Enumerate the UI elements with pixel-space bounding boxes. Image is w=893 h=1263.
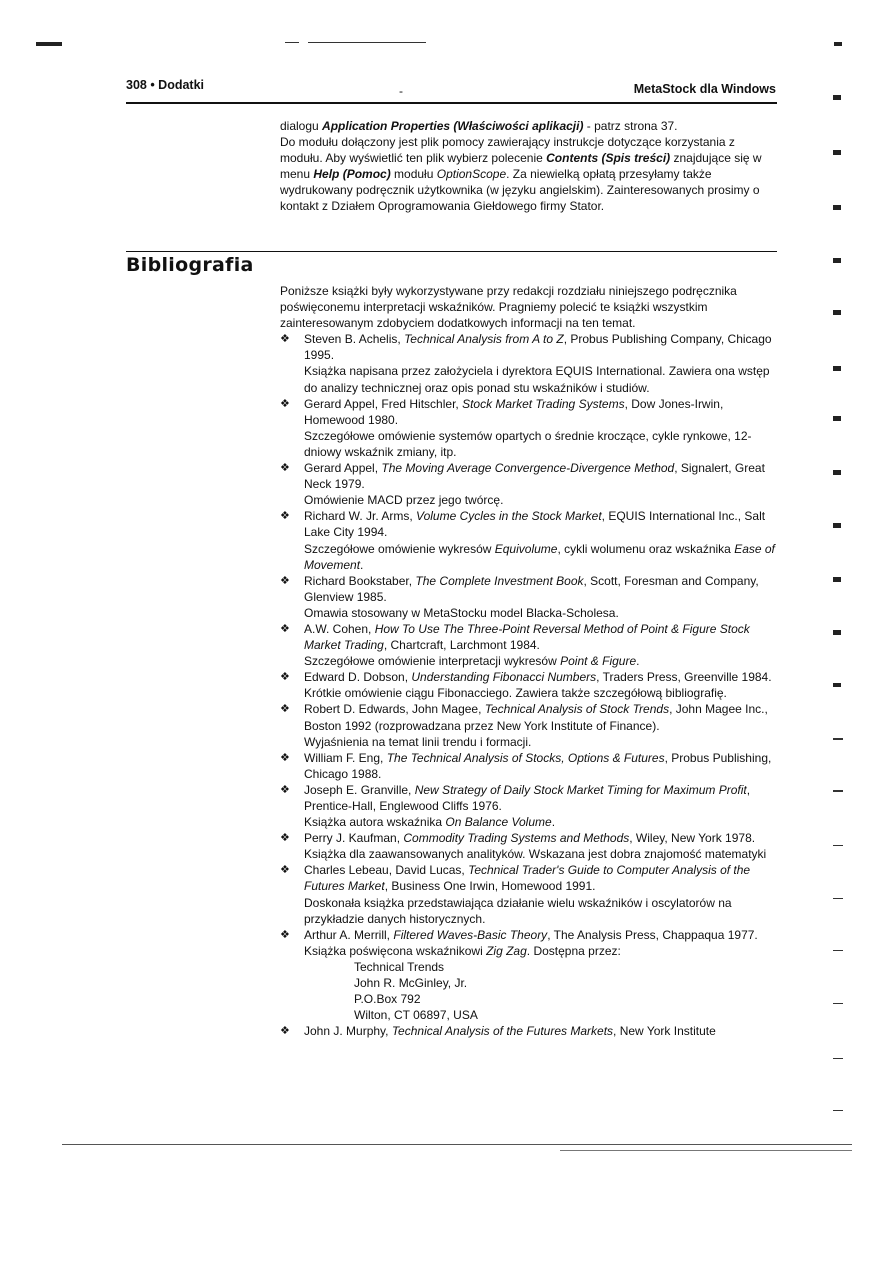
scan-artifact <box>833 738 843 740</box>
scan-artifact <box>833 416 841 421</box>
scan-artifact <box>833 95 841 100</box>
bullet-icon: ❖ <box>280 333 290 346</box>
bibliography <box>280 283 780 1039</box>
intro-paragraph: dialogu Application Properties (Właściwości aplikacji) - patrz strona 37. Do modułu dołączony jest plik pomocy zawierający instrukcje dotyczące korzystania z modułu. Aby wyświetlić ten plik wybierz polecenie Contents (Spis treści) znajdujące się w menu Help (Pomoc) modułu OptionScope. Za niewielką opłatą przesyłamy także wydrukowany podręcznik użytkownika (w języku angielskim). Zainteresowanych prosimy o kontakt z Działem Oprogramowania Giełdowego firmy Stator. <box>280 119 762 214</box>
scan-artifact <box>833 845 843 846</box>
address-line: Wilton, CT 06897, USA <box>354 1008 478 1023</box>
bibliography-intro: Poniższe książki były wykorzystywane przy redakcji rozdziału niniejszego podręcznika poświęconemu interpretacji wskaźników. Pragniemy polecić te książki wszystkim zainteresowanym zdobyciem dodatkowych informacji na ten temat. <box>280 284 737 331</box>
address-line: Technical Trends <box>354 959 445 974</box>
emph-text: Contents (Spis treści) <box>546 151 671 166</box>
page-header-left: 308 • Dodatki <box>126 78 205 92</box>
scan-artifact <box>833 950 843 951</box>
bullet-icon: ❖ <box>280 783 290 796</box>
bullet-icon: ❖ <box>280 510 290 523</box>
bullet-icon: ❖ <box>280 671 290 684</box>
scan-artifact <box>833 577 841 582</box>
list-item: ❖ Steven B. Achelis, Technical Analysis from A to Z, Probus Publishing Company, Chicago 1995. Książka napisana przez założyciela i dyrektora EQUIS International. Zawiera ona wstęp do analizy technicznej oraz opis ponad stu wskaźników i studiów. <box>280 332 772 395</box>
emph-text: Help (Pomoc) <box>313 167 391 182</box>
scan-artifact <box>833 366 841 371</box>
scan-artifact <box>833 898 843 899</box>
scan-artifact <box>833 1058 843 1059</box>
list-item: ❖ John J. Murphy, Technical Analysis of the Futures Markets, New York Institute <box>280 1024 716 1039</box>
list-item: ❖ Arthur A. Merrill, Filtered Waves-Basic Theory, The Analysis Press, Chappaqua 1977. Książka poświęcona wskaźnikowi Zig Zag. Dostępna przez: Technical Trends John R. McGinley, Jr. P.O.Box 792 Wilton, CT 06897, USA <box>280 927 780 1024</box>
address-line: John R. McGinley, Jr. <box>354 976 468 991</box>
address-block <box>304 959 780 1023</box>
scan-artifact <box>833 258 841 263</box>
list-item: ❖ William F. Eng, The Technical Analysis of Stocks, Options & Futures, Probus Publishing, Chicago 1988. <box>280 750 772 781</box>
scan-artifact <box>833 523 841 528</box>
scan-artifact <box>833 1110 843 1111</box>
list-item: ❖ Charles Lebeau, David Lucas, Technical Trader's Guide to Computer Analysis of the Futures Market, Business One Irwin, Homewood 1991. Doskonała książka przedstawiająca działanie wielu wskaźników i oscylatorów na przykładzie danych historycznych. <box>280 863 751 926</box>
scan-artifact: - <box>399 84 403 98</box>
section-title: Bibliografia <box>126 254 254 276</box>
scan-artifact <box>833 470 841 475</box>
scan-artifact <box>833 150 841 155</box>
list-item: ❖ Gerard Appel, The Moving Average Convergence-Divergence Method, Signalert, Great Neck 1979. Omówienie MACD przez jego twórcę. <box>280 461 765 508</box>
bibliography-list <box>280 331 780 1039</box>
bullet-icon: ❖ <box>280 1025 290 1038</box>
scan-artifact <box>833 630 841 635</box>
bullet-icon: ❖ <box>280 751 290 764</box>
footer-rule <box>62 1144 852 1145</box>
list-item: ❖ Richard W. Jr. Arms, Volume Cycles in the Stock Market, EQUIS International Inc., Salt Lake City 1994. Szczegółowe omówienie wykresów Equivolume, cykli wolumenu oraz wskaźnika Ease of Movement. <box>280 509 775 572</box>
bullet-icon: ❖ <box>280 832 290 845</box>
bullet-icon: ❖ <box>280 928 290 941</box>
address-line: P.O.Box 792 <box>354 992 421 1007</box>
bullet-icon: ❖ <box>280 462 290 475</box>
scan-artifact <box>833 683 841 687</box>
emph-text: Application Properties (Właściwości aplikacji) <box>322 119 584 133</box>
list-item: ❖ A.W. Cohen, How To Use The Three-Point Reversal Method of Point & Figure Stock Market Trading, Chartcraft, Larchmont 1984. Szczegółowe omówienie interpretacji wykresów Point & Figure. <box>280 621 750 669</box>
footer-rule <box>560 1150 852 1151</box>
list-item: ❖ Edward D. Dobson, Understanding Fibonacci Numbers, Traders Press, Greenville 1984. Krótkie omówienie ciągu Fibonacciego. Zawiera także szczegółową bibliografię. <box>280 670 772 701</box>
page-header-right: MetaStock dla Windows <box>633 82 776 96</box>
scan-artifact <box>833 205 841 210</box>
bullet-icon: ❖ <box>280 864 290 877</box>
list-item: ❖ Robert D. Edwards, John Magee, Technical Analysis of Stock Trends, John Magee Inc., Boston 1992 (rozprowadzana przez New York Institute of Finance). Wyjaśnienia na temat linii trendu i formacji. <box>280 702 768 749</box>
header-rule <box>126 102 777 104</box>
scan-artifact <box>285 42 299 43</box>
list-item: ❖ Richard Bookstaber, The Complete Investment Book, Scott, Foresman and Company, Glenview 1985. Omawia stosowany w MetaStocku model Blacka-Scholesa. <box>280 573 759 620</box>
bullet-icon: ❖ <box>280 703 290 716</box>
scan-artifact <box>833 1003 843 1004</box>
bullet-icon: ❖ <box>280 397 290 410</box>
scan-artifact <box>834 42 842 46</box>
scan-artifact <box>308 42 426 43</box>
section-rule <box>126 251 777 252</box>
emph-text: OptionScope <box>436 167 507 182</box>
scan-artifact <box>36 42 62 46</box>
scan-artifact <box>833 310 841 315</box>
scan-artifact <box>833 790 843 792</box>
list-item: ❖ Joseph E. Granville, New Strategy of Daily Stock Market Timing for Maximum Profit, Prentice-Hall, Englewood Cliffs 1976. Książka autora wskaźnika On Balance Volume. <box>280 782 751 830</box>
list-item: ❖ Perry J. Kaufman, Commodity Trading Systems and Methods, Wiley, New York 1978. Książka dla zaawansowanych analityków. Wskazana jest dobra znajomość matematyki <box>280 831 767 862</box>
bullet-icon: ❖ <box>280 574 290 587</box>
list-item: ❖ Gerard Appel, Fred Hitschler, Stock Market Trading Systems, Dow Jones-Irwin, Homewood 1980. Szczegółowe omówienie systemów opartych o średnie kroczące, cykle rynkowe, 12-dniowy wskaźnik zmiany, itp. <box>280 396 752 459</box>
bullet-icon: ❖ <box>280 622 290 635</box>
